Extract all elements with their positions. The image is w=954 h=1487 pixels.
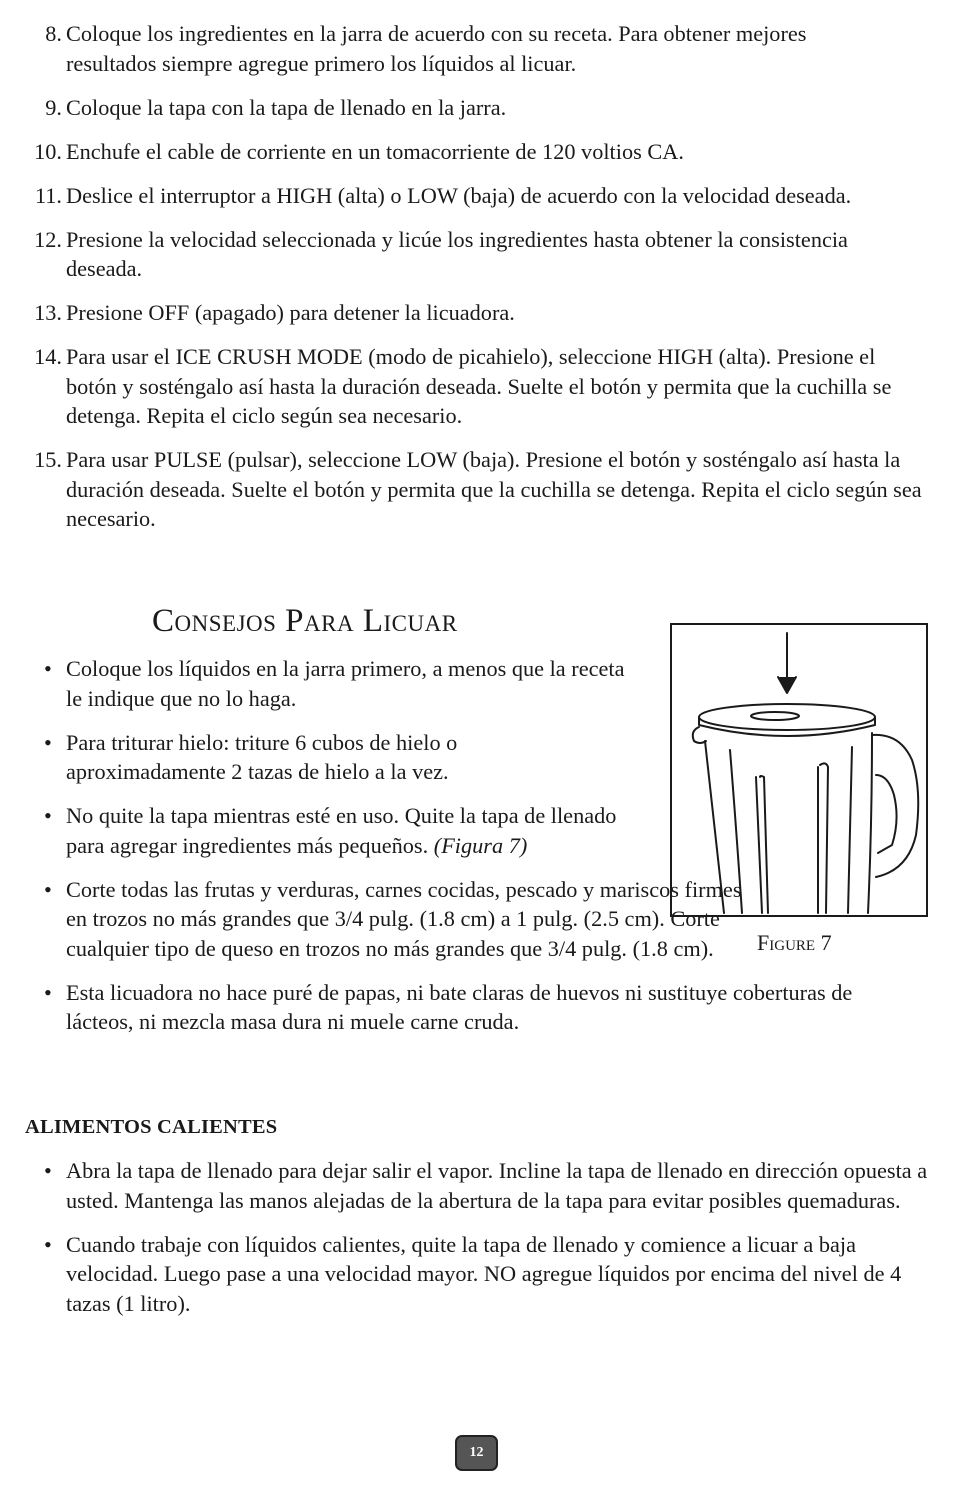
list-item xyxy=(44,978,866,1037)
arrow-head xyxy=(778,677,796,693)
jar-handle-inner xyxy=(876,775,897,853)
jar-rib-right xyxy=(820,763,828,913)
step-number: 12. xyxy=(34,226,62,252)
tips-heading: Consejos Para Licuar xyxy=(152,603,458,639)
step-item xyxy=(24,225,856,284)
step-number: 10. xyxy=(34,138,62,164)
jar-inner-right xyxy=(848,747,852,913)
step-text: Para usar PULSE (pulsar), seleccione LOW (baja). Presione el botón y sosténgalo así hasta la duración deseada. Suelte el botón y permita que la cuchilla se detenga. Repita el ciclo según sea necesario. xyxy=(66,447,922,531)
jar-body-left xyxy=(705,741,724,913)
hot-foods-heading: ALIMENTOS CALIENTES xyxy=(25,1116,278,1138)
list-item xyxy=(44,1230,934,1319)
jar-body-right xyxy=(868,733,872,913)
step-number: 13. xyxy=(34,300,62,325)
tip-text: Abra la tapa de llenado para dejar salir el vapor. Incline la tapa de llenado en dirección opuesta a usted. Mantenga las manos alejadas de la abertura de la tapa para evitar posibles quemaduras. xyxy=(66,1158,928,1213)
tip-text: No quite la tapa mientras esté en uso. Quite la tapa de llenado para agregar ingredientes más pequeños. xyxy=(66,803,617,858)
tip-text: Cuando trabaje con líquidos calientes, quite la tapa de llenado y comience a licuar a baja velocidad. Luego pase a una velocidad mayor. NO agregue líquidos por encima del nivel de 4 tazas (1 litro). xyxy=(66,1231,902,1316)
list-item xyxy=(44,654,636,713)
step-text: Enchufe el cable de corriente en un tomacorriente de 120 voltios CA. xyxy=(66,138,684,164)
step-number: 15. xyxy=(34,447,62,472)
step-number: 11. xyxy=(34,182,62,208)
step-item xyxy=(24,137,934,167)
step-text: Presione la velocidad seleccionada y licúe los ingredientes hasta obtener la consistencia deseada. xyxy=(66,226,848,281)
tip-text: Coloque los líquidos en la jarra primero, a menos que la receta le indique que no lo haga. xyxy=(66,656,625,711)
figure-caption: Figure 7 xyxy=(757,930,832,955)
step-text: Coloque los ingredientes en la jarra de acuerdo con su receta. Para obtener mejores resultados siempre agregue primero los líquidos al licuar. xyxy=(66,21,807,76)
step-number: 8. xyxy=(45,21,62,46)
list-item xyxy=(44,1156,934,1215)
list-item xyxy=(44,875,744,964)
step-text: Presione OFF (apagado) para detener la licuadora. xyxy=(66,300,515,325)
list-item xyxy=(44,728,536,787)
bullet: • xyxy=(44,729,52,755)
bullet: • xyxy=(44,803,52,828)
tip-text: Corte todas las frutas y verduras, carnes cocidas, pescado y mariscos firmes en trozos no más grandes que 3/4 pulg. (1.8 cm) a 1 pulg. (2.5 cm). Corte cualquier tipo de queso en trozos no más grandes que 3/4 pulg. (1.8 cm). xyxy=(66,876,742,961)
bullet: • xyxy=(44,1158,52,1183)
bullet: • xyxy=(44,1231,52,1257)
bullet: • xyxy=(44,876,52,902)
figure-7-illustration xyxy=(670,623,928,917)
step-item xyxy=(24,93,934,123)
tip-text: Esta licuadora no hace puré de papas, ni bate claras de huevos ni sustituye coberturas de lácteos, ni mezcla masa dura ni muele carne cruda. xyxy=(66,979,853,1034)
step-text: Para usar el ICE CRUSH MODE (modo de picahielo), seleccione HIGH (alta). Presione el botón y sosténgalo así hasta la duración deseada. Suelte el botón y permita que la cuchilla se detenga. Repita el ciclo según sea necesario. xyxy=(66,344,892,428)
step-item xyxy=(24,445,934,534)
lid-top xyxy=(699,704,875,730)
step-number: 14. xyxy=(34,344,62,369)
step-number: 9. xyxy=(45,94,62,120)
step-item xyxy=(24,181,934,211)
bullet: • xyxy=(44,656,52,681)
blender-jar-drawing xyxy=(672,625,926,915)
step-item xyxy=(24,298,934,328)
list-item xyxy=(44,801,626,860)
fill-cap-opening xyxy=(751,712,799,720)
instruction-steps xyxy=(24,19,934,548)
tip-text: Para triturar hielo: triture 6 cubos de hielo o aproximadamente 2 tazas de hielo a la vez. xyxy=(66,729,458,784)
step-text: Coloque la tapa con la tapa de llenado en la jarra. xyxy=(66,94,507,120)
step-text: Deslice el interruptor a HIGH (alta) o LOW (baja) de acuerdo con la velocidad deseada. xyxy=(66,182,852,208)
jar-rib-left-2 xyxy=(756,777,762,913)
page-number-badge: 12 xyxy=(455,1435,498,1471)
step-item xyxy=(24,19,856,78)
jar-spout xyxy=(693,727,706,743)
jar-inner-left xyxy=(730,750,742,913)
bullet: • xyxy=(44,979,52,1005)
step-item xyxy=(24,342,906,431)
figure-reference: (Figura 7) xyxy=(433,832,528,858)
hot-foods-list xyxy=(44,1156,934,1333)
